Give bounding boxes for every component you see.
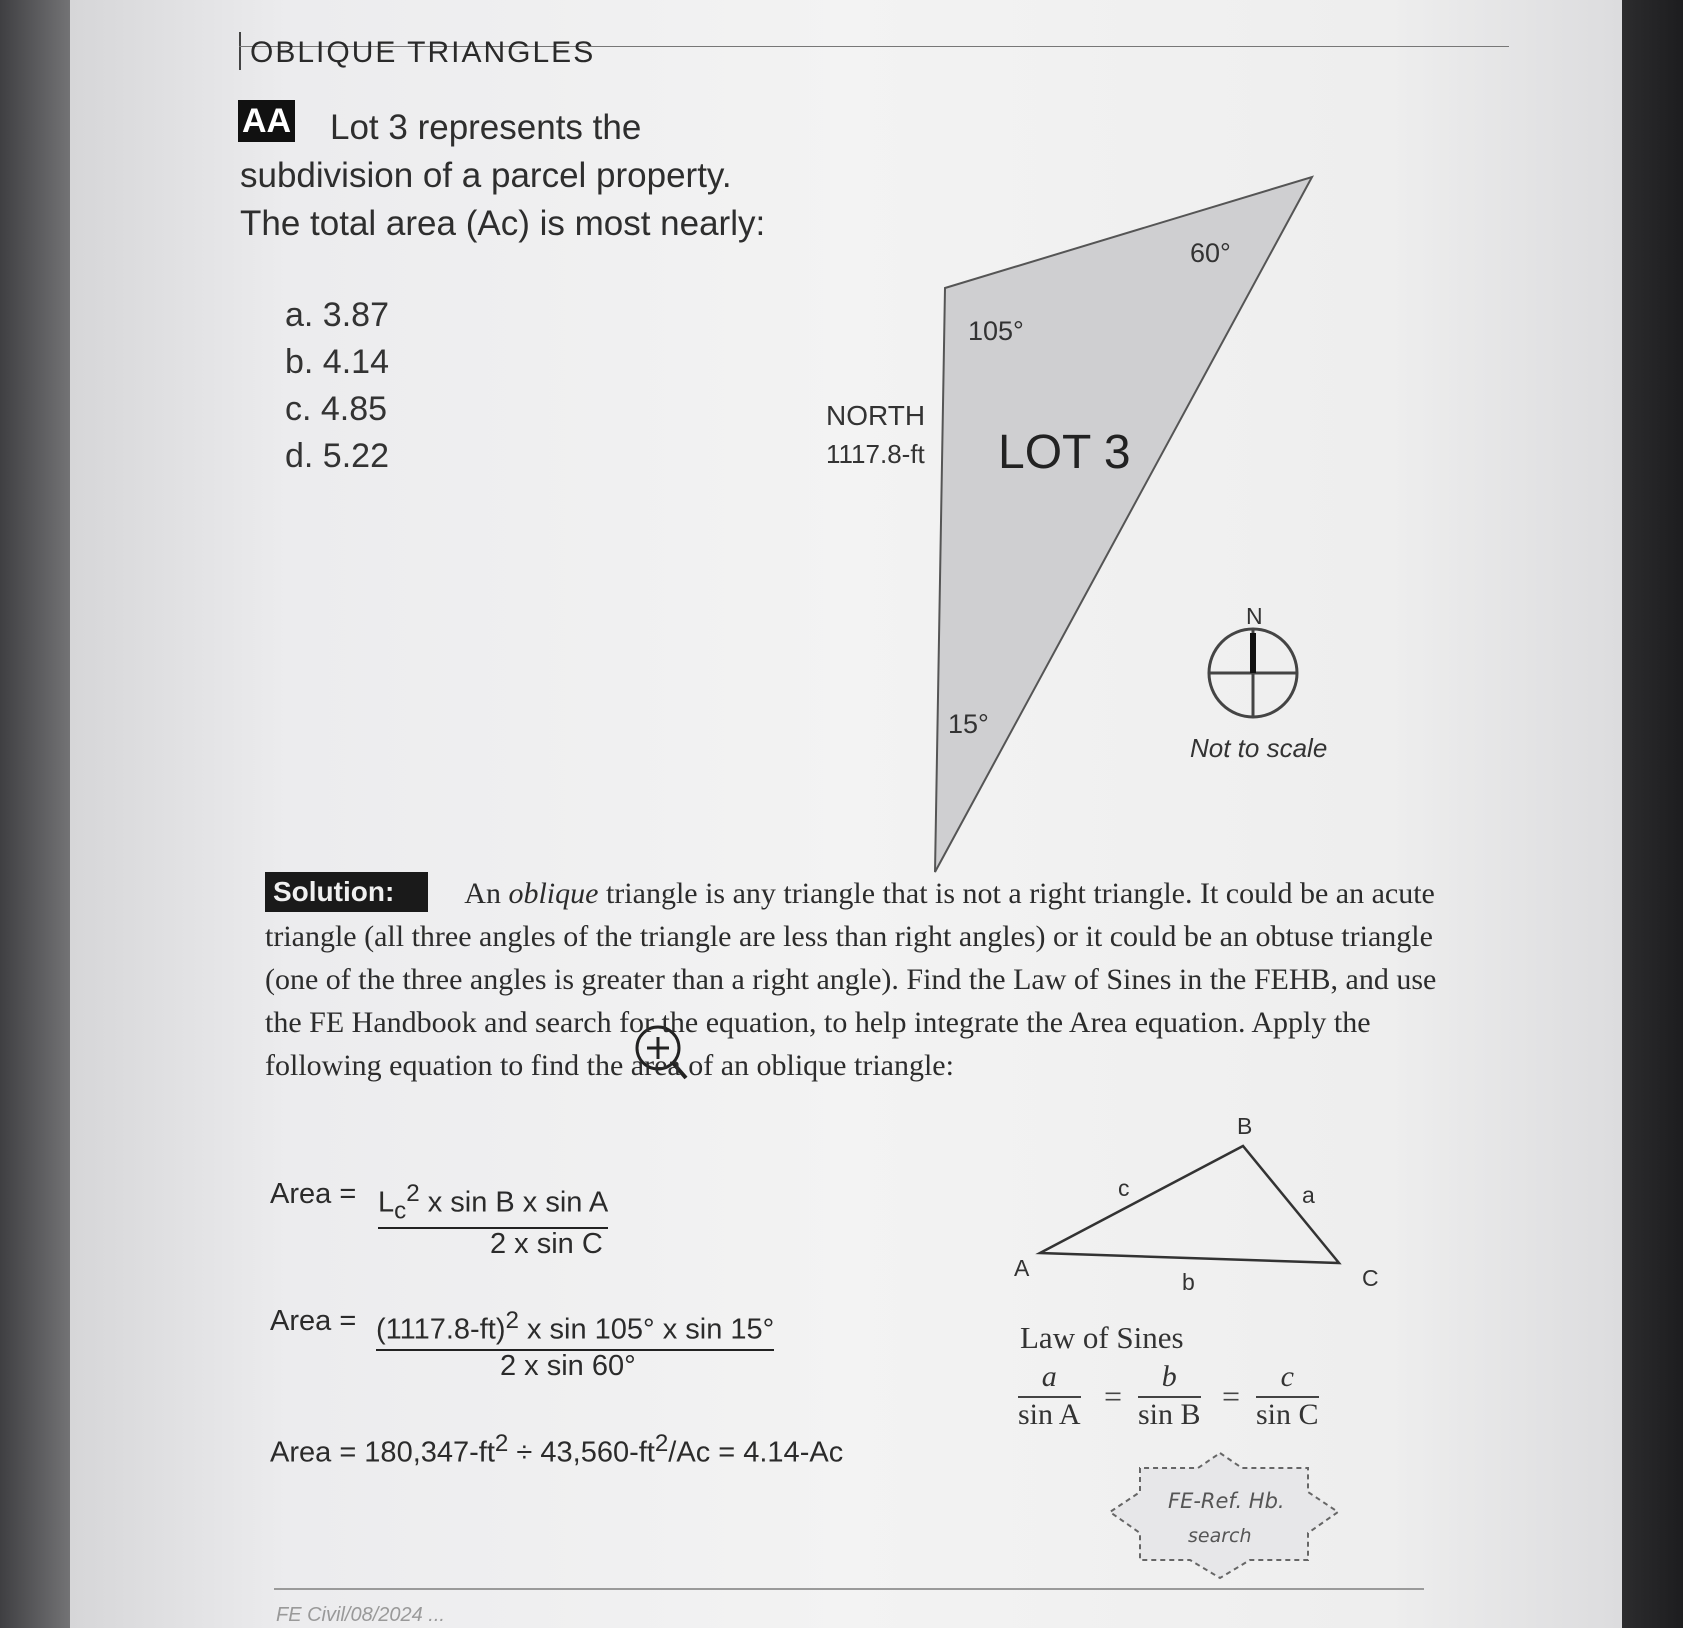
monitor-bezel-left (0, 0, 70, 1628)
angle-15-label: 15° (948, 709, 989, 739)
law-equals-2: = (1222, 1378, 1241, 1414)
side-label-north: NORTH (826, 400, 926, 431)
lot-diagram (70, 0, 1622, 1628)
solution-text: triangle is any triangle that is not a right triangle. It could be an acute triangle (all three angles of the triangle are less than right angles) or it could be an obtuse triangle (one of the three angles is greater than a right angle). Find the Law of Sines in the FEHB, and use the FE Handbook and search for the equation, to help integrate the Area equation. Apply the following equation to find the area of an oblique triangle: (265, 877, 1437, 1082)
lot-label: LOT 3 (998, 426, 1131, 479)
solution-block (265, 872, 1465, 1087)
north-label: N (1246, 603, 1263, 629)
law-fraction-a: $\frac{a}{\text{sin A}}$ (1018, 1360, 1081, 1431)
equation-1-numerator: $L_c^2$ x sin B x sin A (378, 1180, 608, 1229)
lot-3-triangle (935, 177, 1312, 872)
stamp-shape (1110, 1453, 1338, 1578)
reference-triangle (1040, 1146, 1339, 1263)
footer-text: FE Civil/08/2024 ... (276, 1604, 445, 1626)
law-equals-1: = (1104, 1378, 1123, 1414)
solution-text-start: An (464, 877, 509, 910)
choice-b: b. 4.14 (285, 343, 389, 381)
problem-line-3: The total area (Ac) is most nearly: (240, 204, 766, 243)
vertex-b-label: B (1237, 1113, 1253, 1139)
law-fraction-b: $\frac{b}{\text{sin B}}$ (1138, 1360, 1201, 1431)
monitor-bezel-right (1622, 0, 1683, 1628)
equation-1-lhs: Area = (270, 1178, 357, 1210)
solution-text-italic: oblique (508, 877, 599, 910)
equation-2-denominator: 2 x sin 60° (500, 1350, 636, 1382)
law-fraction-c: $\frac{c}{\text{sin C}}$ (1256, 1360, 1319, 1431)
angle-105-label: 105° (968, 316, 1024, 346)
side-a-label: a (1302, 1182, 1315, 1208)
solution-label: Solution: (265, 872, 428, 912)
section-title: OBLIQUE TRIANGLES (250, 36, 596, 69)
document-page (70, 0, 1622, 1628)
choice-d: d. 5.22 (285, 437, 389, 475)
stamp-line-1: FE-Ref. Hb. (1168, 1489, 1285, 1513)
stamp-line-2: search (1188, 1525, 1252, 1547)
scale-note: Not to scale (1190, 733, 1328, 763)
side-b-label: b (1182, 1269, 1195, 1295)
vertex-a-label: A (1014, 1255, 1030, 1281)
equation-2-numerator: $(1117.8-ft)^2$ x sin 105° x sin 15° (376, 1307, 774, 1351)
footer-rule (274, 1588, 1424, 1590)
problem-badge: AA (238, 100, 295, 142)
side-c-label: c (1118, 1175, 1130, 1201)
vertex-c-label: C (1362, 1265, 1379, 1291)
choice-a: a. 3.87 (285, 296, 389, 334)
problem-line-2: subdivision of a parcel property. (240, 156, 732, 195)
choice-c: c. 4.85 (285, 390, 388, 428)
equation-2-lhs: Area = (270, 1305, 357, 1337)
problem-line-1: Lot 3 represents the (330, 108, 642, 147)
angle-60-label: 60° (1190, 238, 1231, 268)
law-of-sines-title: Law of Sines (1020, 1320, 1184, 1355)
equation-3-result: Area = $180,347-ft^2 \div 43,560-ft^2/Ac = 4.14-Ac$ (270, 1430, 844, 1469)
equation-1-denominator: 2 x sin C (490, 1228, 603, 1260)
side-label-length: 1117.8-ft (826, 439, 925, 469)
